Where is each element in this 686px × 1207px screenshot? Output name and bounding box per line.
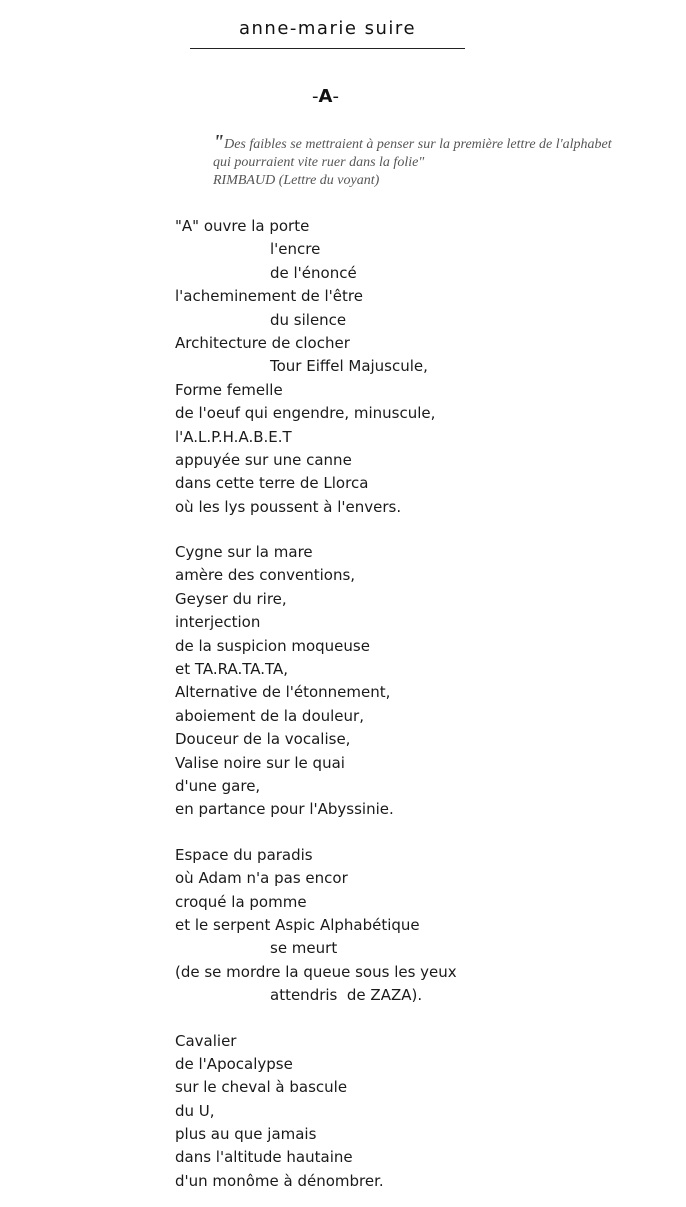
- poem-line: d'une gare,: [175, 776, 261, 795]
- poem-line: Alternative de l'étonnement,: [175, 683, 391, 702]
- stanza-2: [175, 541, 665, 822]
- poem-line: Douceur de la vocalise,: [175, 730, 351, 749]
- stanza-4: [175, 1030, 665, 1194]
- poem-line: de l'énoncé: [270, 263, 357, 282]
- poem-line: sur le cheval à bascule: [175, 1078, 348, 1097]
- poem-line: et TA.RA.TA.TA,: [175, 660, 289, 679]
- title-dash-right: -: [332, 86, 339, 107]
- epigraph-source: RIMBAUD (Lettre du voyant): [213, 173, 380, 188]
- poem-line: dans l'altitude hautaine: [175, 1148, 353, 1167]
- poem-line: Architecture de clocher: [175, 333, 350, 352]
- poem-line: Valise noire sur le quai: [175, 753, 345, 772]
- poem-line: Cavalier: [175, 1031, 237, 1050]
- poem-line: d'un monôme à dénombrer.: [175, 1171, 384, 1190]
- epigraph-line-2: qui pourraient vite ruer dans la folie": [213, 155, 425, 170]
- poem-line: du silence: [270, 310, 347, 329]
- stanza-1: [175, 215, 665, 519]
- poem-line: croqué la pomme: [175, 892, 307, 911]
- poem-body: [175, 215, 665, 1193]
- poem-line: Cygne sur la mare: [175, 543, 313, 562]
- title-letter: A: [318, 86, 333, 107]
- poem-line: l'encre: [270, 240, 321, 259]
- poem-line: de l'Apocalypse: [175, 1054, 293, 1073]
- epigraph-line-1-text: Des faibles se mettraient à penser sur la première lettre de l'alphabet: [224, 137, 612, 152]
- poem-line: l'A.L.P.H.A.B.E.T: [175, 427, 292, 446]
- poem-line: en partance pour l'Abyssinie.: [175, 800, 394, 819]
- poem-line: de la suspicion moqueuse: [175, 636, 370, 655]
- poem-line: se meurt: [270, 939, 338, 958]
- poem-line: où les lys poussent à l'envers.: [175, 497, 402, 516]
- title-dash-left: -: [312, 86, 319, 107]
- stanza-gap: [175, 519, 665, 541]
- poem-line: amère des conventions,: [175, 566, 356, 585]
- poem-line: l'acheminement de l'être: [175, 287, 363, 306]
- author-name: anne-marie suire: [238, 18, 417, 39]
- poem-title: [312, 86, 339, 107]
- poem-line: Forme femelle: [175, 380, 283, 399]
- poem-line: où Adam n'a pas encor: [175, 869, 348, 888]
- epigraph-line-1: [213, 133, 673, 154]
- stanza-3: [175, 844, 665, 1008]
- poem-line: Espace du paradis: [175, 845, 313, 864]
- epigraph-open-quote: ": [213, 131, 225, 153]
- stanza-gap: [175, 1008, 665, 1030]
- epigraph: [213, 133, 673, 190]
- poem-line: attendris de ZAZA).: [270, 986, 423, 1005]
- poem-line: (de se mordre la queue sous les yeux: [175, 962, 457, 981]
- poem-line: du U,: [175, 1101, 215, 1120]
- poem-line: Tour Eiffel Majuscule,: [270, 357, 428, 376]
- poem-line: plus au que jamais: [175, 1125, 317, 1144]
- poem-line: "A" ouvre la porte: [175, 217, 310, 235]
- poem-line: interjection: [175, 613, 261, 632]
- poem-line: de l'oeuf qui engendre, minuscule,: [175, 404, 436, 423]
- stanza-gap: [175, 822, 665, 844]
- poem-line: dans cette terre de Llorca: [175, 474, 369, 493]
- poem-line: Geyser du rire,: [175, 589, 287, 608]
- poem-line: aboiement de la douleur,: [175, 706, 364, 725]
- author-underline: [190, 48, 465, 49]
- poem-line: et le serpent Aspic Alphabétique: [175, 915, 420, 934]
- poem-line: appuyée sur une canne: [175, 450, 352, 469]
